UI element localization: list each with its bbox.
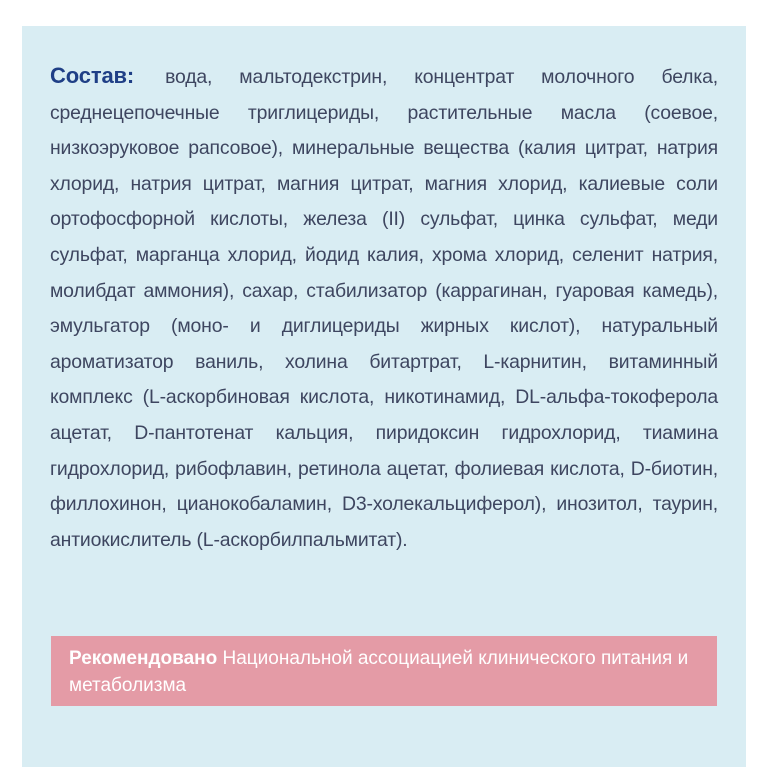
recommendation-label: Рекомендовано — [69, 648, 218, 669]
recommendation-text: Национальной ассоциацией клинического питания и метаболизма — [69, 648, 689, 696]
composition-paragraph — [50, 58, 718, 558]
recommendation-banner — [51, 636, 717, 706]
composition-text: вода, мальтодекстрин, концентрат молочного белка, среднецепочечные триглицериды, растительные масла (соевое, низкоэруковое рапсовое), минеральные вещества (калия цитрат, натрия хлорид, натрия цитрат, магния цитрат, магния хлорид, калиевые соли ортофосфорной кислоты, железа (II) сульфат, цинка сульфат, меди сульфат, марганца хлорид, йодид калия, хрома хлорид, селенит натрия, молибдат аммония), сахар, стабилизатор (каррагинан, гуаровая камедь), эмульгатор (моно- и диглицериды жирных кислот), натуральный ароматизатор ваниль, холина битартрат, L-карнитин, витаминный комплекс (L-аскорбиновая кислота, никотинамид, DL-альфа-токоферола ацетат, D-пантотенат кальция, пиридоксин гидрохлорид, тиамина гидрохлорид, рибофлавин, ретинола ацетат, фолиевая кислота, D-биотин, филлохинон, цианокобаламин, D3-холекальциферол), инозитол, таурин, антиокислитель (L-аскорбилпальмитат). — [50, 66, 718, 551]
composition-label: Состав: — [50, 63, 135, 88]
